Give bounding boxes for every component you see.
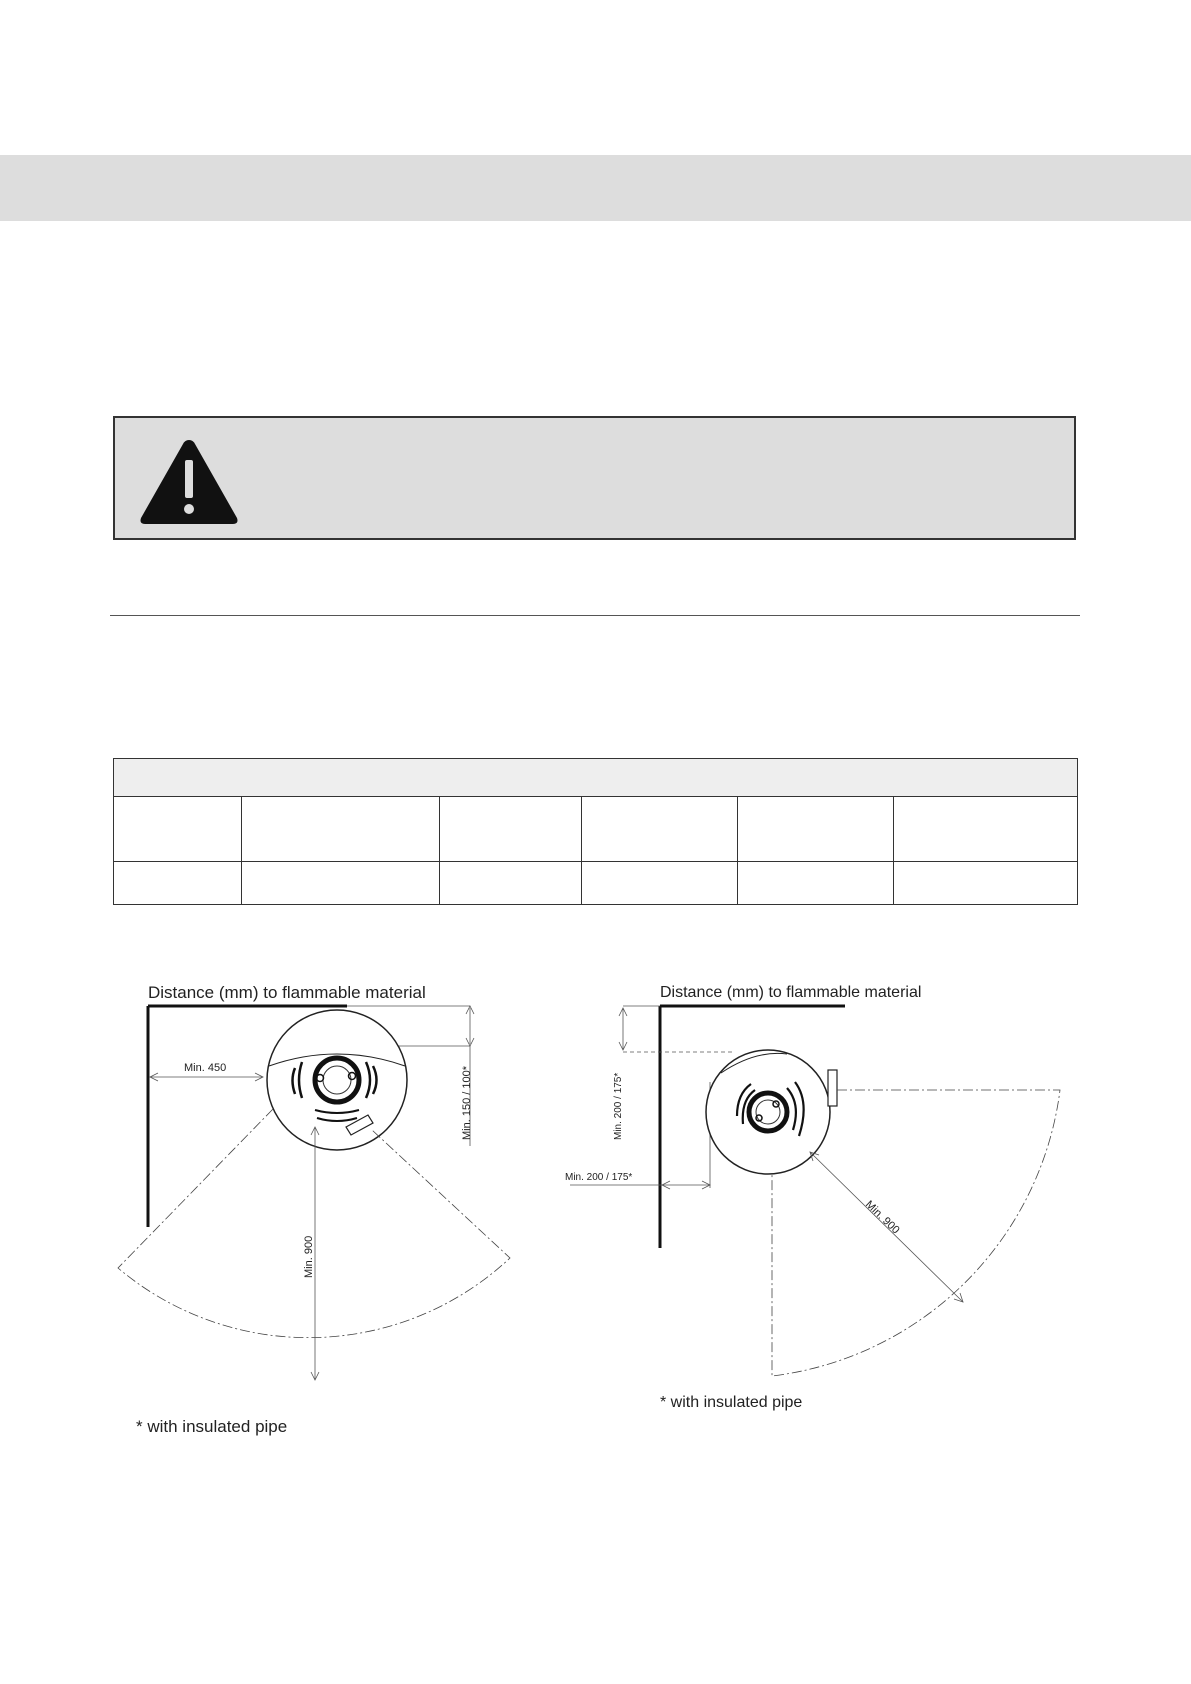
rear-clearance-label: Min. 200 / 175* <box>613 1072 624 1140</box>
front-clearance-label: Min. 900 <box>862 1198 902 1237</box>
table-header-row <box>114 797 1078 862</box>
table-cell <box>242 862 440 905</box>
stove-handle <box>828 1070 837 1106</box>
clearance-diagram-wall <box>110 970 570 1450</box>
table-title-row <box>114 759 1078 797</box>
table-header-cell <box>114 797 242 862</box>
table-cell <box>582 862 738 905</box>
footnote: * with insulated pipe <box>660 1394 803 1411</box>
table-cell <box>440 862 582 905</box>
front-clearance-label: Min. 900 <box>303 1235 315 1278</box>
table-cell <box>738 862 894 905</box>
diagram-title: Distance (mm) to flammable material <box>660 984 922 1001</box>
side-clearance-label: Min. 200 / 175* <box>565 1172 633 1183</box>
table-header-cell <box>440 797 582 862</box>
table-title-cell <box>114 759 1078 797</box>
warning-triangle-icon <box>137 436 241 528</box>
table-header-cell <box>894 797 1078 862</box>
table-header-cell <box>242 797 440 862</box>
stove-body <box>267 1010 407 1150</box>
header-band <box>0 155 1191 221</box>
table-row <box>114 862 1078 905</box>
side-clearance-label: Min. 450 <box>184 1062 227 1074</box>
rear-clearance-label: Min. 150 / 100* <box>461 1066 473 1140</box>
clearance-diagram-corner <box>555 970 1075 1430</box>
diagram-title: Distance (mm) to flammable material <box>148 983 426 1002</box>
clearance-table <box>113 758 1078 905</box>
footnote: * with insulated pipe <box>136 1417 288 1436</box>
section-divider <box>110 615 1080 616</box>
table-cell <box>114 862 242 905</box>
table-header-cell <box>738 797 894 862</box>
warning-box <box>113 416 1076 540</box>
table-header-cell <box>582 797 738 862</box>
table-cell <box>894 862 1078 905</box>
